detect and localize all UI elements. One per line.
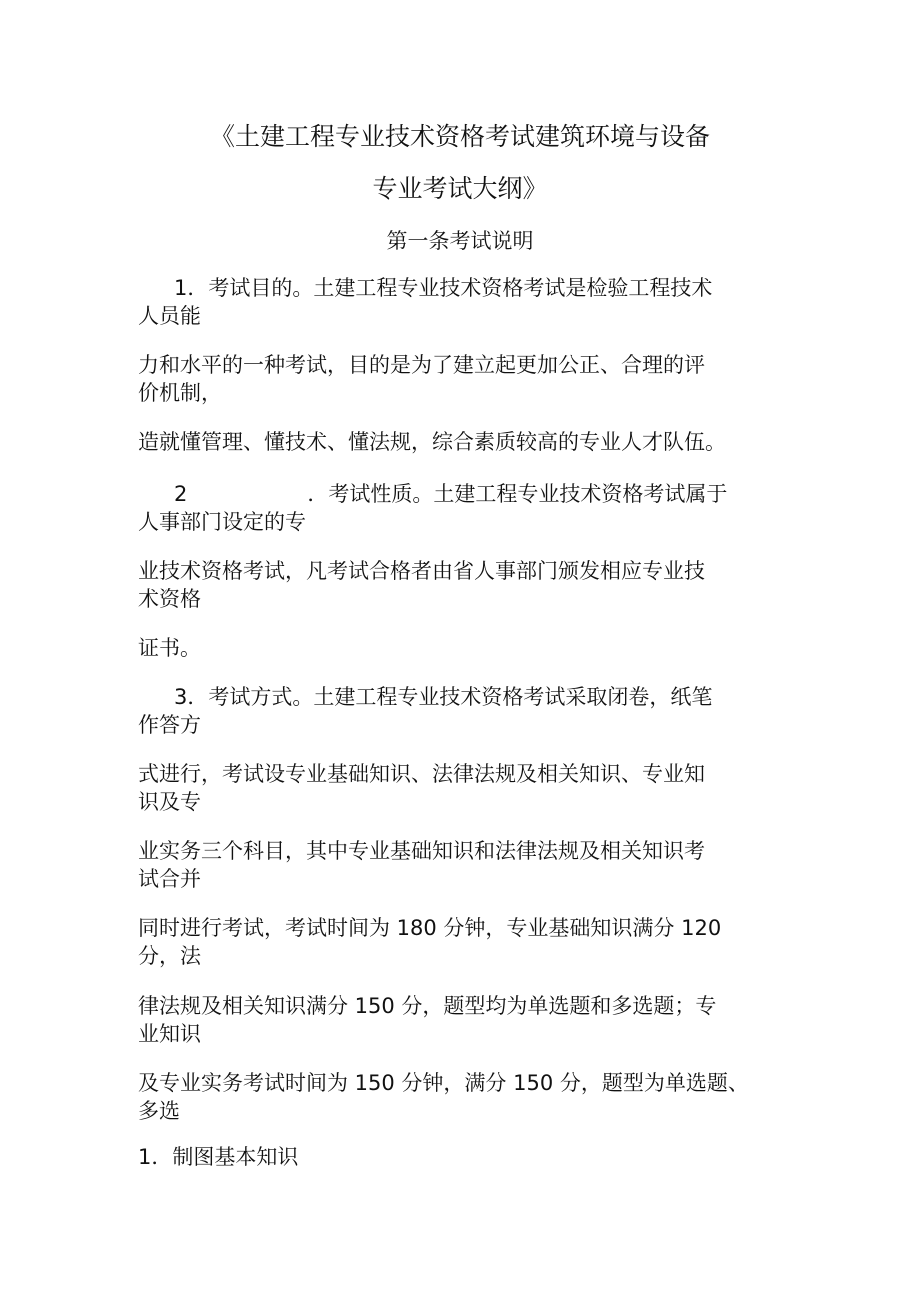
paragraph-line: 式进行，考试设专业基础知识、法律法规及相关知识、专业知 [138,762,705,786]
paragraph [138,634,201,662]
paragraph-line: 识及专 [138,790,201,814]
paragraph-exam-purpose [138,274,712,330]
paragraph [138,914,721,970]
paragraph-line: 业实务三个科目，其中专业基础知识和法律法规及相关知识考 [138,839,705,863]
paragraph-line: 人事部门设定的专 [138,510,306,534]
paragraph [138,760,705,816]
paragraph-line: 1．制图基本知识 [138,1145,299,1169]
paragraph [138,1069,749,1125]
document-title-line-1: 《土建工程专业技术资格考试建筑环境与设备 [209,122,710,151]
paragraph-line: 价机制， [138,381,222,405]
paragraph-line: 业知识 [138,1022,201,1046]
line-text: ．考试性质。土建工程专业技术资格考试属于 [307,482,728,506]
paragraph-exam-nature [138,480,727,536]
paragraph-line: 力和水平的一种考试，目的是为了建立起更加公正、合理的评 [138,353,705,377]
paragraph-line: 1．考试目的。土建工程专业技术资格考试是检验工程技术 [174,276,713,300]
paragraph-line: 作答方 [138,713,201,737]
paragraph [138,557,705,613]
paragraph [138,992,716,1048]
paragraph-line: 人员能 [138,304,201,328]
paragraph [138,837,705,893]
document-title-line-2: 专业考试大纲》 [372,174,548,203]
paragraph-line: 试合并 [138,867,201,891]
paragraph-line: 造就懂管理、懂技术、懂法规，综合素质较高的专业人才队伍。 [138,430,726,454]
list-item-drawing-basics [138,1143,298,1171]
paragraph [138,351,705,407]
paragraph-line [138,480,727,508]
paragraph-line: 律法规及相关知识满分 150 分，题型均为单选题和多选题；专 [138,994,717,1018]
paragraph-line: 多选 [138,1099,180,1123]
paragraph-exam-method [138,683,712,739]
paragraph-line: 业技术资格考试，凡考试合格者由省人事部门颁发相应专业技 [138,559,705,583]
paragraph-line: 同时进行考试，考试时间为 180 分钟，专业基础知识满分 120 [138,916,722,940]
paragraph-line: 证书。 [138,636,201,660]
section-heading: 第一条考试说明 [386,229,534,253]
item-number: 2 [174,482,188,506]
paragraph-line: 分，法 [138,944,201,968]
paragraph-line: 3．考试方式。土建工程专业技术资格考试采取闭卷，纸笔 [174,685,713,709]
paragraph-line: 术资格 [138,587,201,611]
paragraph-line: 及专业实务考试时间为 150 分钟，满分 150 分，题型为单选题、 [138,1071,749,1095]
paragraph [138,428,726,456]
